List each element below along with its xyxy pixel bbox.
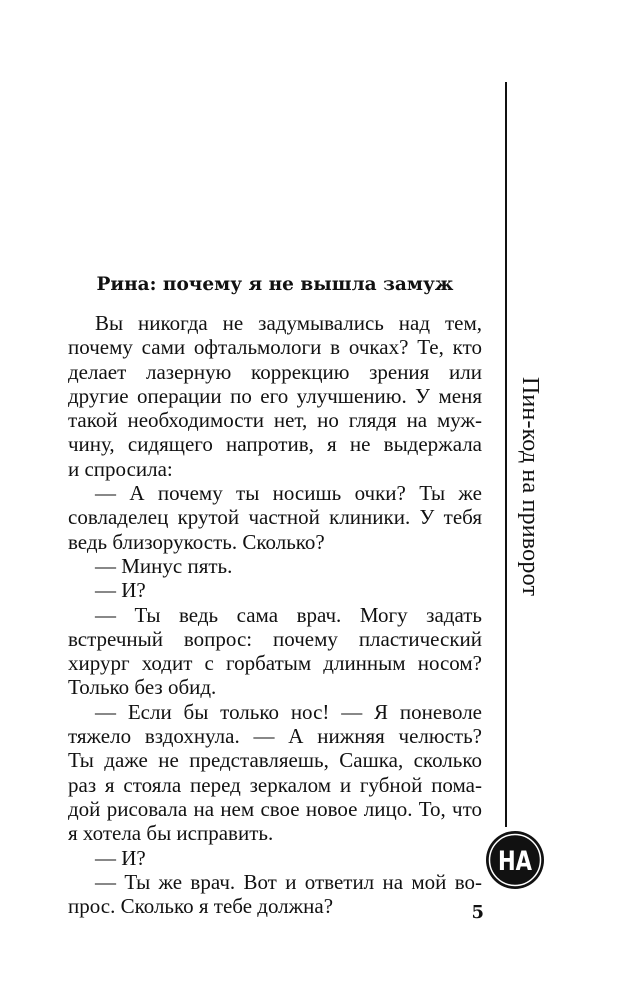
publisher-logo-icon (485, 830, 545, 890)
text-line: такой необходимости нет, но глядя на муж- (68, 408, 482, 433)
text-line: хирург ходит с горбатым длинным носом? (68, 651, 482, 676)
text-line: я хотела бы исправить. (68, 821, 274, 846)
running-title-text: Пин-код на приворот (517, 376, 544, 596)
text-line: совладелец крутой частной клиники. У тебя (68, 505, 482, 530)
text-line: Ты даже не представляешь, Сашка, сколько (68, 748, 482, 773)
text-line: — И? (95, 578, 146, 603)
text-line: другие операции по его улучшению. У меня (68, 383, 482, 408)
text-line: — Ты же врач. Вот и ответил на мой во- (95, 869, 482, 894)
text-line: встречный вопрос: почему пластический (68, 626, 482, 651)
body-text (68, 311, 482, 918)
logo-text: НА (498, 846, 533, 877)
text-line: прос. Сколько я тебе должна? (68, 894, 334, 919)
text-line: — И? (95, 845, 146, 870)
text-line: делает лазерную коррекцию зрения или (68, 359, 482, 384)
text-line: Вы никогда не задумывались над тем, (95, 311, 482, 335)
text-line: ведь близорукость. Сколько? (68, 529, 325, 554)
text-line: — Минус пять. (95, 553, 233, 578)
text-line: и спросила: (68, 456, 173, 481)
chapter-title: Рина: почему я не вышла замуж (96, 274, 454, 295)
text-line: чину, сидящего напротив, я не выдержала (68, 432, 482, 457)
text-line: — Ты ведь сама врач. Могу задать (95, 602, 482, 627)
text-line: — Если бы только нос! — Я поневоле (95, 699, 482, 724)
running-title (518, 356, 542, 616)
side-rule (505, 82, 507, 827)
text-line: тяжело вздохнула. — А нижняя челюсть? (68, 724, 482, 749)
page-number: 5 (471, 902, 484, 923)
text-line: Только без обид. (68, 675, 217, 700)
text-line: почему сами офтальмологи в очках? Те, кто (68, 335, 482, 360)
text-line: дой рисовала на нем свое новое лицо. То, что (68, 796, 482, 821)
text-line: раз я стояла перед зеркалом и губной пома- (68, 772, 482, 797)
text-line: — А почему ты носишь очки? Ты же (95, 481, 482, 506)
